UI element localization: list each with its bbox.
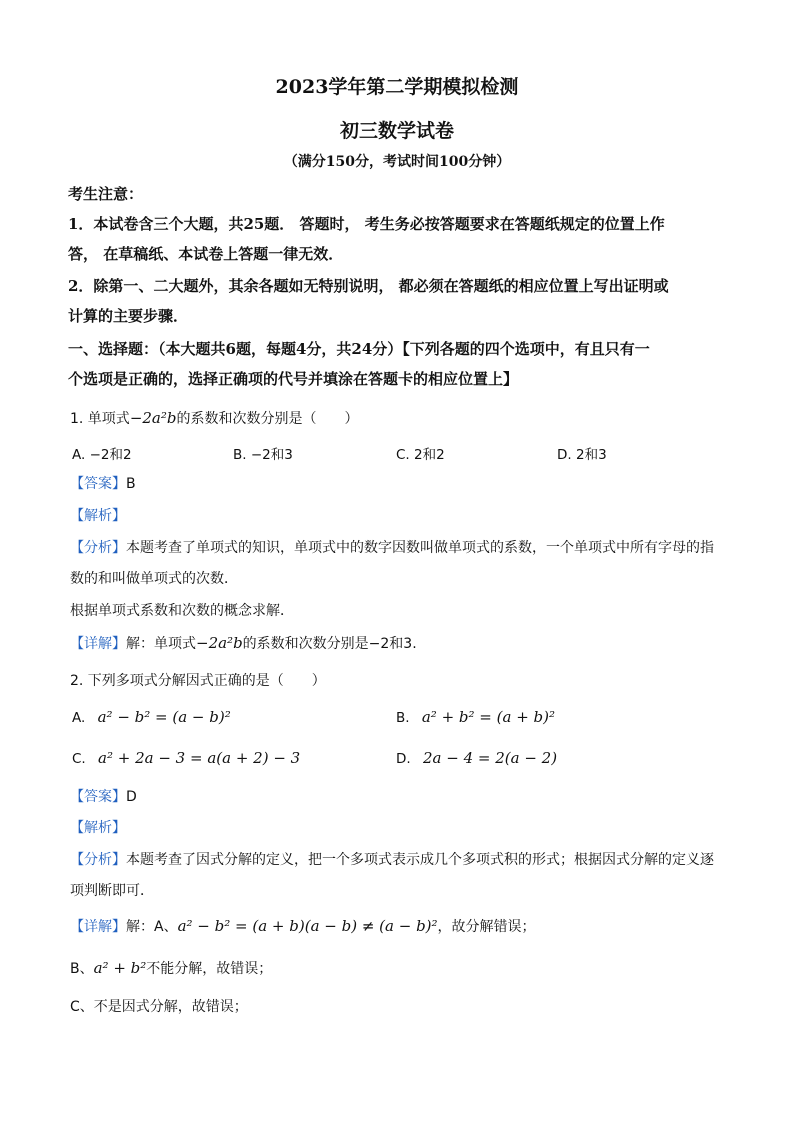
fenxi-tag: 【分析】: [70, 852, 126, 868]
detail-math: a² − b² = (a + b)(a − b) ≠ (a − b)²: [177, 917, 438, 935]
option-a-label: A.: [72, 710, 86, 726]
option-b: B. −2和3: [233, 447, 293, 463]
analysis-text: [70, 849, 714, 869]
solution-line: [70, 916, 536, 936]
fenxi-text: 本题考查了因式分解的定义，把一个多项式表示成几个多项式积的形式；根据因式分解的定义逐: [126, 852, 714, 868]
notice-heading: 考生注意：: [68, 185, 144, 203]
option-b: [396, 708, 555, 726]
question-1-math: −2a²b: [129, 409, 177, 427]
option-a: [72, 708, 231, 726]
answer-value: B: [126, 476, 136, 492]
analysis-tag: 【解析】: [70, 508, 126, 524]
analysis-text-cont: 根据单项式系数和次数的概念求解．: [70, 603, 294, 619]
detail-suffix: ，故分解错误；: [437, 919, 536, 935]
line-b-prefix: B、: [70, 961, 94, 977]
solution-line: [70, 633, 417, 653]
detail-tag: 【详解】: [70, 636, 126, 652]
answer-value: D: [126, 789, 137, 805]
question-1-prefix: 1. 单项式: [70, 411, 130, 427]
analysis-text-cont: 数的和叫做单项式的次数．: [70, 571, 238, 587]
detail-prefix: 解：单项式: [126, 636, 196, 652]
option-d: D. 2和3: [557, 447, 607, 463]
solution-line-b: [70, 958, 272, 978]
solution-line-c: C、不是因式分解，故错误；: [70, 999, 248, 1015]
paper-title: 初三数学试卷: [339, 120, 454, 142]
question-1-suffix: 的系数和次数分别是（ ）: [176, 411, 359, 427]
option-c-label: C.: [72, 751, 86, 767]
fenxi-text: 本题考查了单项式的知识，单项式中的数字因数叫做单项式的系数，一个单项式中所有字母的指: [126, 540, 714, 556]
detail-suffix: 的系数和次数分别是−2和3.: [242, 636, 417, 652]
section-heading: 一、选择题：（本大题共6题，每题4分，共24分）【下列各题的四个选项中，有且只有一: [68, 340, 650, 358]
answer-line: [70, 786, 137, 806]
option-b-label: B.: [396, 710, 410, 726]
answer-line: [70, 473, 136, 493]
section-heading-cont: 个选项是正确的，选择正确项的代号并填涂在答题卡的相应位置上】: [68, 370, 519, 388]
option-c: [72, 749, 300, 767]
answer-tag: 【答案】: [70, 789, 126, 805]
question-2-stem: 2. 下列多项式分解因式正确的是（ ）: [70, 673, 326, 689]
option-c: C. 2和2: [396, 447, 445, 463]
option-b-math: a² + b² = (a + b)²: [421, 708, 556, 726]
analysis-text: [70, 537, 714, 557]
option-d-math: 2a − 4 = 2(a − 2): [422, 749, 558, 767]
answer-tag: 【答案】: [70, 476, 126, 492]
detail-prefix: 解：A、: [126, 919, 178, 935]
option-d-label: D.: [396, 751, 411, 767]
option-c-math: a² + 2a − 3 = a(a + 2) − 3: [98, 749, 301, 767]
question-1-stem: [70, 408, 358, 428]
option-a: A. −2和2: [72, 447, 132, 463]
line-b-math: a² + b²: [93, 959, 147, 977]
line-b-suffix: 不能分解，故错误；: [146, 961, 273, 977]
notice-item-2-cont: 计算的主要步骤．: [68, 307, 189, 325]
option-d: [396, 749, 557, 767]
analysis-tag: 【解析】: [70, 820, 126, 836]
fenxi-tag: 【分析】: [70, 540, 126, 556]
option-a-math: a² − b² = (a − b)²: [97, 708, 231, 726]
detail-math: −2a²b: [196, 634, 243, 652]
analysis-text-cont: 项判断即可．: [70, 883, 154, 899]
page-title: 2023学年第二学期模拟检测: [275, 76, 519, 98]
detail-tag: 【详解】: [70, 919, 126, 935]
notice-item-1-cont: 答， 在草稿纸、本试卷上答题一律无效．: [68, 245, 344, 263]
notice-item-1: 1．本试卷含三个大题，共25题． 答题时， 考生务必按答题要求在答题纸规定的位置上作: [68, 215, 665, 233]
notice-item-2: 2．除第一、二大题外，其余各题如无特别说明， 都必须在答题纸的相应位置上写出证明或: [68, 277, 669, 295]
exam-info: （满分150分，考试时间100分钟）: [283, 154, 511, 170]
